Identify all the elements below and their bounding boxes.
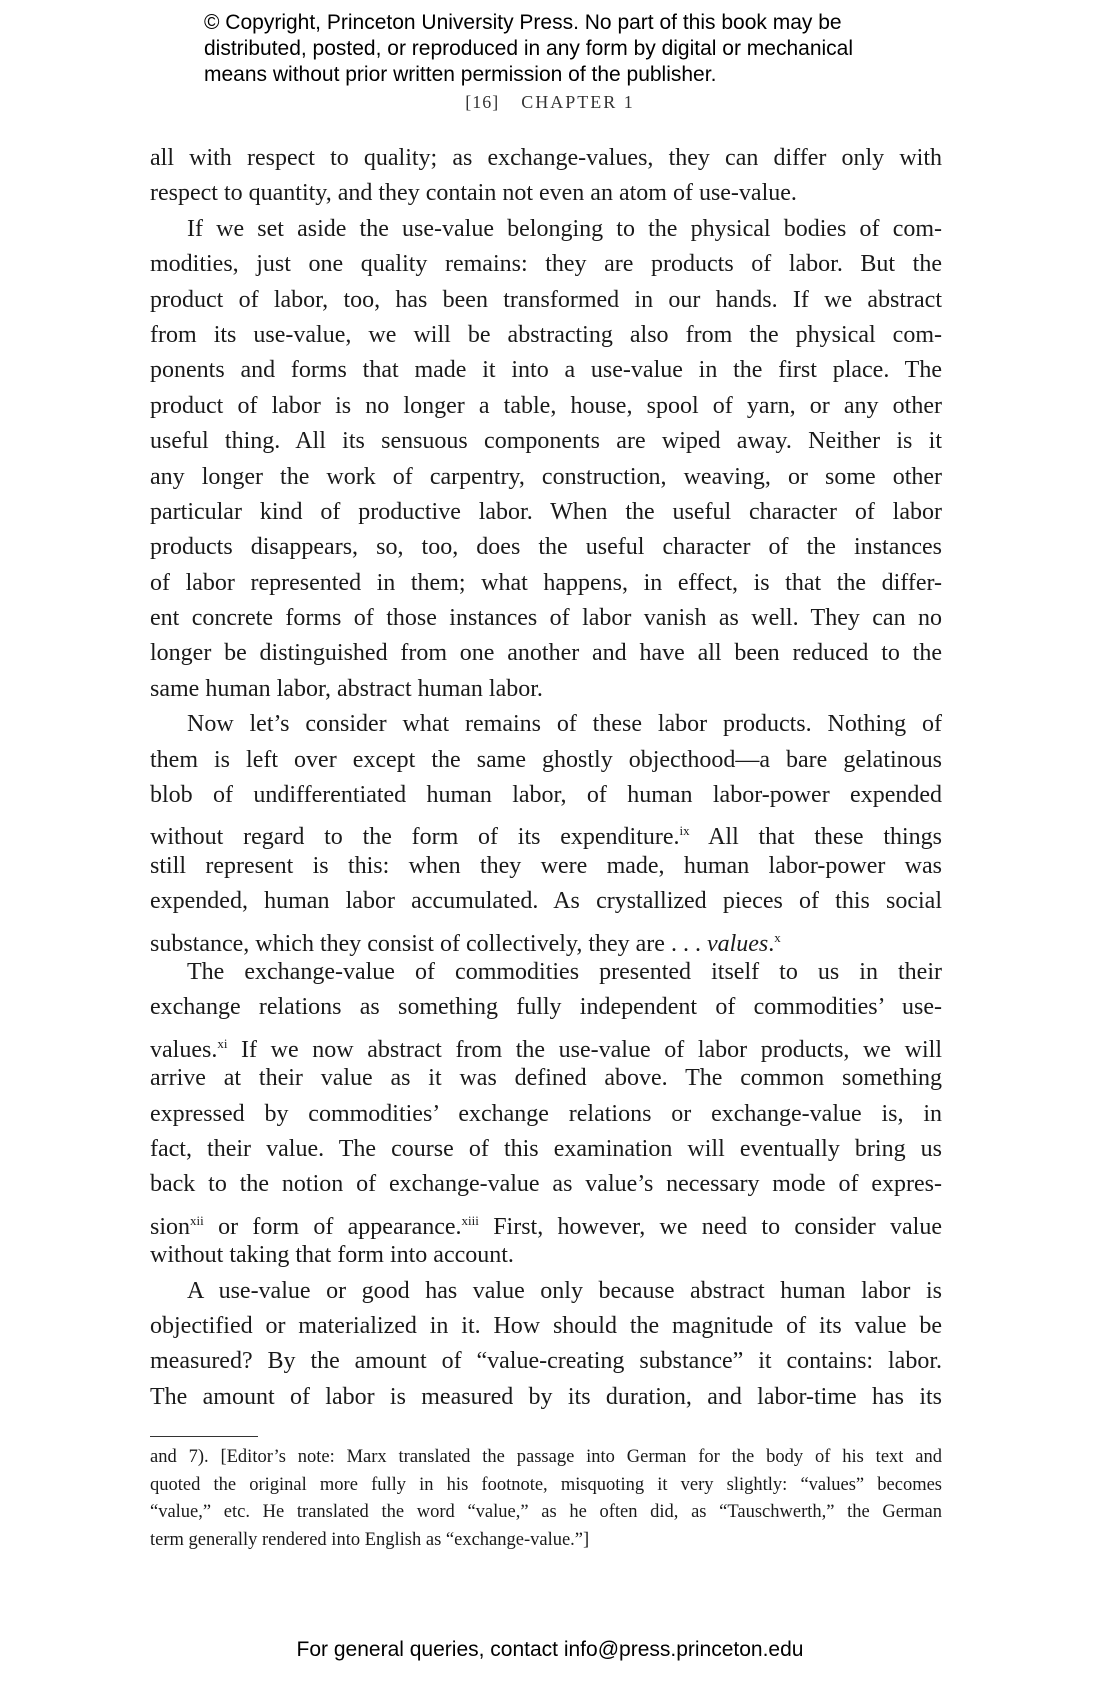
footnotes bbox=[150, 1444, 942, 1554]
text-line bbox=[150, 1026, 942, 1061]
text-segment: useful thing. All its sensuous components are wiped away. Neither is it bbox=[150, 428, 942, 455]
text-segment: respect to quantity, and they contain not even an atom of use-value. bbox=[150, 180, 797, 207]
text-line bbox=[150, 1238, 942, 1273]
text-line bbox=[150, 743, 942, 778]
text-line bbox=[150, 1203, 942, 1238]
endnote-marker[interactable]: xiii bbox=[461, 1212, 479, 1228]
footnote-line: quoted the original more fully in his footnote, misquoting it very slightly: “values” becomes bbox=[150, 1474, 942, 1495]
text-segment: any longer the work of carpentry, construction, weaving, or some other bbox=[150, 463, 942, 490]
text-segment: blob of undifferentiated human labor, of human labor-power expended bbox=[150, 782, 942, 809]
text-line bbox=[150, 707, 942, 742]
text-segment: The amount of labor is measured by its duration, and labor-time has its bbox=[150, 1383, 942, 1410]
text-segment: measured? By the amount of “value-creating substance” it contains: labor. bbox=[150, 1348, 942, 1375]
text-line bbox=[150, 176, 942, 211]
text-segment: back to the notion of exchange-value as value’s necessary mode of expres- bbox=[150, 1171, 942, 1198]
text-segment: substance, which they consist of collectively, they are . . . bbox=[150, 930, 707, 957]
text-segment: If we set aside the use-value belonging to the physical bodies of com- bbox=[187, 215, 942, 242]
paragraph bbox=[150, 212, 942, 707]
text-segment: same human labor, abstract human labor. bbox=[150, 675, 543, 702]
text-segment: product of labor is no longer a table, house, spool of yarn, or any other bbox=[150, 392, 942, 419]
text-line bbox=[150, 636, 942, 671]
text-segment: of labor represented in them; what happens, in effect, is that the differ- bbox=[150, 569, 942, 596]
text-line bbox=[150, 1167, 942, 1202]
text-line bbox=[150, 1097, 942, 1132]
text-segment: product of labor, too, has been transformed in our hands. If we abstract bbox=[150, 286, 942, 313]
text-segment: . bbox=[768, 930, 775, 957]
text-line bbox=[150, 318, 942, 353]
paragraph bbox=[150, 707, 942, 955]
text-segment: or form of appearance. bbox=[203, 1213, 462, 1240]
text-segment: values. bbox=[150, 1036, 218, 1063]
text-line bbox=[150, 1380, 942, 1415]
text-segment: arrive at their value as it was defined above. The common something bbox=[150, 1065, 942, 1092]
text-line bbox=[150, 1309, 942, 1344]
text-line bbox=[150, 1344, 942, 1379]
paragraph bbox=[150, 1274, 942, 1416]
text-segment: modities, just one quality remains: they are products of labor. But the bbox=[150, 251, 942, 278]
text-segment: expressed by commodities’ exchange relations or exchange-value is, in bbox=[150, 1100, 942, 1127]
endnote-marker[interactable]: xi bbox=[217, 1035, 228, 1051]
text-segment: ponents and forms that made it into a use-value in the first place. The bbox=[150, 357, 942, 384]
footnote-line: term generally rendered into English as “exchange-value.”] bbox=[150, 1529, 590, 1550]
text-segment: from its use-value, we will be abstracting also from the physical com- bbox=[150, 321, 942, 348]
text-line bbox=[150, 920, 942, 955]
text-line bbox=[150, 495, 942, 530]
copyright-line: means without prior written permission of the publisher. bbox=[204, 63, 717, 86]
text-segment: objectified or materialized in it. How should the magnitude of its value be bbox=[150, 1312, 942, 1339]
italic-text: values bbox=[706, 930, 769, 957]
text-line bbox=[150, 955, 942, 990]
text-segment: A use-value or good has value only because abstract human labor is bbox=[187, 1277, 942, 1304]
text-line bbox=[150, 530, 942, 565]
text-segment: sion bbox=[150, 1213, 191, 1240]
footnote-line: and 7). [Editor’s note: Marx translated the passage into German for the body of his text and bbox=[150, 1447, 942, 1467]
text-segment: products disappears, so, too, does the useful character of the instances bbox=[150, 534, 942, 561]
text-line bbox=[150, 601, 942, 636]
footer-contact: For general queries, contact info@press.princeton.edu bbox=[296, 1638, 804, 1661]
footnote-line: “value,” etc. He translated the word “value,” as he often did, as “Tauschwerth,” the German bbox=[150, 1502, 942, 1522]
copyright-notice bbox=[204, 10, 853, 88]
endnote-marker[interactable]: xii bbox=[190, 1212, 204, 1228]
text-line bbox=[150, 247, 942, 282]
endnote-marker[interactable]: x bbox=[774, 929, 781, 945]
text-segment: If we now abstract from the use-value of labor products, we will bbox=[227, 1036, 942, 1063]
text-segment: The exchange-value of commodities presented itself to us in their bbox=[187, 958, 942, 985]
text-segment: exchange relations as something fully independent of commodities’ use- bbox=[150, 994, 942, 1021]
copyright-line: © Copyright, Princeton University Press. No part of this book may be bbox=[204, 11, 842, 34]
text-segment: First, however, we need to consider value bbox=[478, 1213, 942, 1240]
text-line bbox=[150, 813, 943, 851]
text-segment: ent concrete forms of those instances of labor vanish as well. They can no bbox=[150, 605, 942, 632]
text-line bbox=[150, 141, 942, 176]
text-segment: All that these things bbox=[689, 824, 943, 851]
text-line bbox=[150, 672, 942, 707]
text-line bbox=[150, 283, 942, 318]
endnote-marker[interactable]: ix bbox=[679, 823, 690, 839]
text-segment: fact, their value. The course of this examination will eventually bring us bbox=[150, 1135, 942, 1162]
text-line bbox=[150, 353, 942, 388]
text-segment: Now let’s consider what remains of these labor products. Nothing of bbox=[187, 711, 942, 738]
footnote-divider bbox=[150, 1436, 258, 1437]
copyright-line: distributed, posted, or reproduced in any form by digital or mechanical bbox=[204, 37, 854, 60]
text-line bbox=[150, 424, 942, 459]
text-segment: all with respect to quality; as exchange-values, they can differ only with bbox=[150, 145, 942, 171]
text-segment: still represent is this: when they were made, human labor-power was bbox=[150, 852, 942, 879]
text-line bbox=[150, 849, 942, 884]
text-line bbox=[150, 884, 942, 919]
text-line bbox=[150, 1061, 942, 1096]
text-segment: without regard to the form of its expenditure. bbox=[150, 824, 680, 851]
text-line bbox=[150, 778, 942, 813]
text-segment: particular kind of productive labor. When the useful character of labor bbox=[150, 498, 942, 525]
text-line bbox=[150, 990, 942, 1025]
text-line bbox=[150, 460, 942, 495]
text-segment: them is left over except the same ghostly objecthood—a bare gelatinous bbox=[150, 746, 942, 773]
page-number: [16] bbox=[465, 92, 500, 112]
text-line bbox=[150, 1132, 942, 1167]
paragraph bbox=[150, 141, 942, 212]
running-head bbox=[0, 92, 1100, 113]
text-segment: longer be distinguished from one another and have all been reduced to the bbox=[150, 640, 942, 667]
text-line bbox=[150, 389, 942, 424]
body-text bbox=[150, 141, 942, 1415]
paragraph bbox=[150, 955, 942, 1274]
text-line bbox=[150, 1274, 942, 1309]
chapter-label: CHAPTER 1 bbox=[521, 92, 635, 112]
text-segment: without taking that form into account. bbox=[150, 1242, 514, 1269]
text-segment: expended, human labor accumulated. As crystallized pieces of this social bbox=[150, 888, 942, 915]
text-line bbox=[150, 212, 942, 247]
text-line bbox=[150, 566, 942, 601]
